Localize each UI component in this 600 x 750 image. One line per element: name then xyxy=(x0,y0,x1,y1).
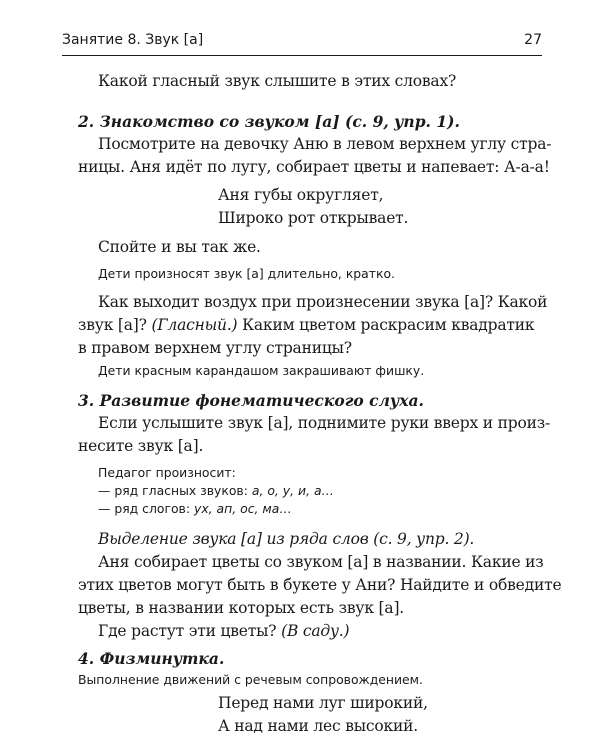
section-4-heading xyxy=(78,649,224,668)
poem-line: Широко рот открывает. xyxy=(218,209,409,227)
section-3-line-1: Если услышите звук [а], поднимите руки вверх и произ- xyxy=(98,414,551,432)
section-4-number: 4. xyxy=(78,649,95,668)
section-2-number: 2. xyxy=(78,112,95,131)
teacher-note: Дети произносят звук [а] длительно, кратко. xyxy=(98,266,395,281)
section-3-paragraph-line: цветы, в названии которых есть звук [а]. xyxy=(78,599,405,617)
syllables-list xyxy=(98,501,292,516)
section-2-line-1: Посмотрите на девочку Аню в левом верхнем углу стра- xyxy=(98,135,552,153)
section-3-paragraph-line: этих цветов могут быть в букете у Ани? Найдите и обведите xyxy=(78,576,562,594)
question-text: звук [а]? xyxy=(78,316,147,334)
header-divider xyxy=(62,55,542,56)
vowels-list xyxy=(98,483,334,498)
section-2-title: Знакомство со звуком [а] (с. 9, упр. 1). xyxy=(99,112,460,131)
sing-instruction: Спойте и вы так же. xyxy=(98,238,261,256)
question-text: Каким цветом раскрасим квадратик xyxy=(242,316,535,334)
answer-text: (В саду.) xyxy=(281,622,350,640)
question-line-2 xyxy=(78,316,534,334)
running-title: Занятие 8. Звук [а] xyxy=(62,32,204,48)
section-3-paragraph-line: Аня собирает цветы со звуком [а] в названии. Какие из xyxy=(98,553,544,571)
section-4-title: Физминутка. xyxy=(99,649,225,668)
poem-line: А над нами лес высокий. xyxy=(218,717,418,735)
poem-line: Аня губы округляет, xyxy=(218,186,384,204)
teacher-says: Педагог произносит: xyxy=(98,465,236,480)
list-label: — ряд гласных звуков: xyxy=(98,483,248,498)
list-values: а, о, у, и, а… xyxy=(251,483,334,498)
section-2-heading xyxy=(78,112,460,131)
page-header xyxy=(62,32,542,48)
poem-line: Перед нами луг широкий, xyxy=(218,694,428,712)
question-line-3: в правом верхнем углу страницы? xyxy=(78,339,352,357)
subsection-title: Выделение звука [а] из ряда слов (с. 9, упр. 2). xyxy=(98,530,475,548)
intro-question: Какой гласный звук слышите в этих словах? xyxy=(98,72,457,90)
section-3-number: 3. xyxy=(78,391,95,410)
section-3-heading xyxy=(78,391,424,410)
answer-text: (Гласный.) xyxy=(151,316,238,334)
question-text: Где растут эти цветы? xyxy=(98,622,277,640)
list-label: — ряд слогов: xyxy=(98,501,191,516)
teacher-note: Дети красным карандашом закрашивают фишку. xyxy=(98,363,425,378)
section-3-title: Развитие фонематического слуха. xyxy=(99,391,424,410)
activity-note: Выполнение движений с речевым сопровождением. xyxy=(78,672,423,687)
where-question xyxy=(98,622,349,640)
list-values: ух, ап, ос, ма… xyxy=(194,501,292,516)
section-2-line-2: ницы. Аня идёт по лугу, собирает цветы и напевает: А-а-а! xyxy=(78,158,550,176)
section-3-line-2: несите звук [а]. xyxy=(78,437,204,455)
page-number: 27 xyxy=(524,32,542,48)
question-line-1: Как выходит воздух при произнесении звука [а]? Какой xyxy=(98,293,548,311)
